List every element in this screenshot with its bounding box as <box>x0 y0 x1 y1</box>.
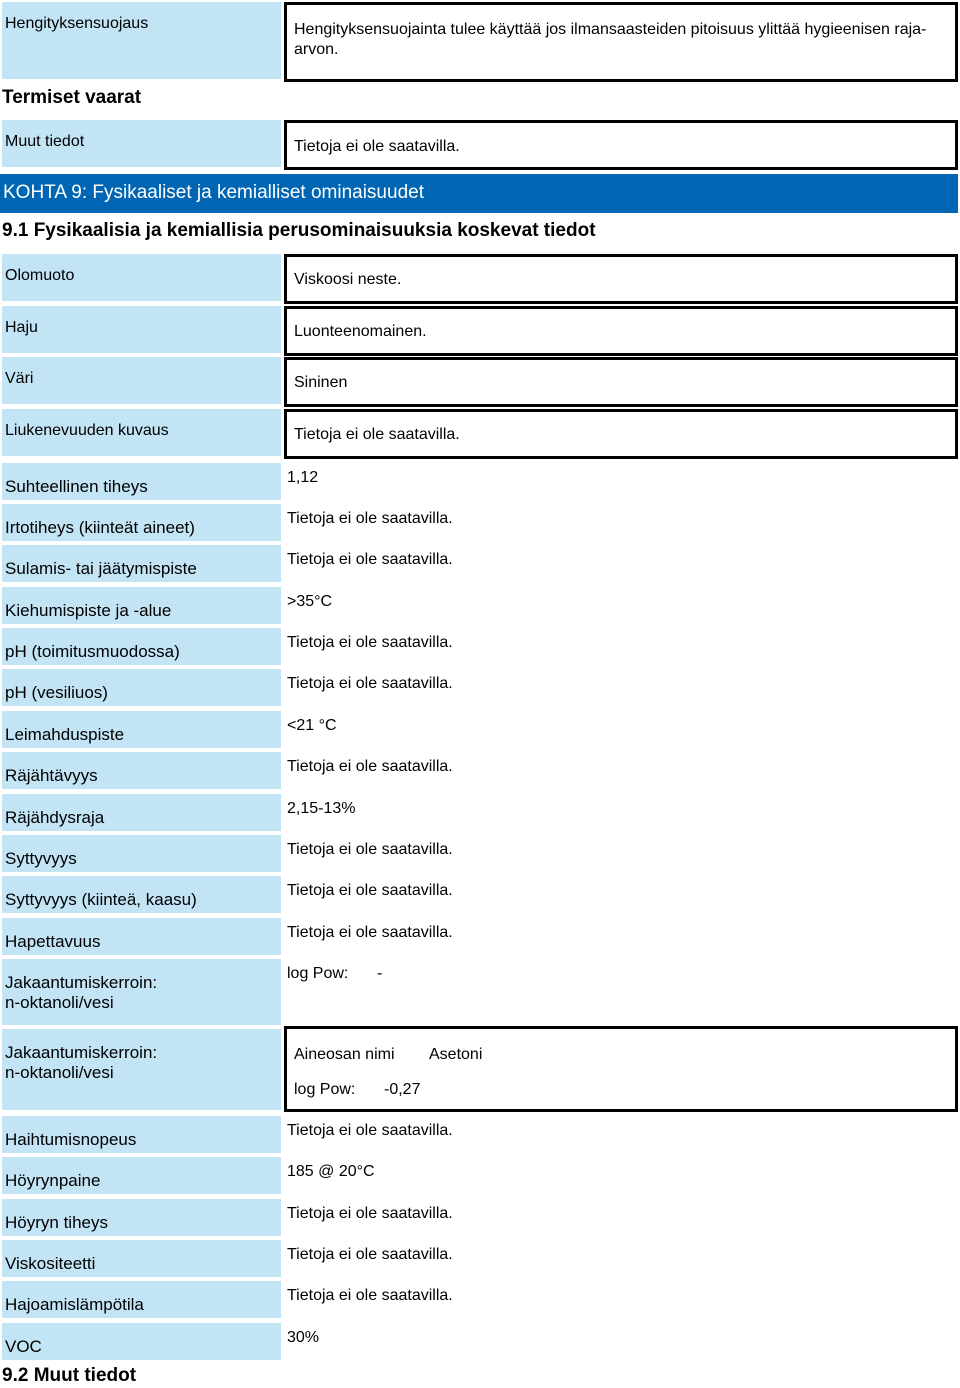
section-9-title: KOHTA 9: Fysikaaliset ja kemialliset ominaisuudet <box>0 174 958 213</box>
component-label: Aineosan nimi <box>294 1046 395 1063</box>
prop-value-ph-toimitus: Tietoja ei ole saatavilla. <box>287 634 453 651</box>
prop-value-syttyvyys: Tietoja ei ole saatavilla. <box>287 841 453 858</box>
prop-value-hoyrynpaine: 185 @ 20°C <box>287 1163 375 1180</box>
prop-label-irtotiheys: Irtotiheys (kiinteät aineet) <box>2 504 281 541</box>
prop-label-syttyvyys-kiintea: Syttyvyys (kiinteä, kaasu) <box>2 876 281 913</box>
partition-label-2-line2: n-oktanoli/vesi <box>5 1063 114 1082</box>
partition-label-2 <box>2 1029 281 1110</box>
partition-value-1 <box>287 964 382 984</box>
component-value: Asetoni <box>429 1046 483 1063</box>
partition-label-1 <box>2 959 281 1025</box>
prop-label-haju: Haju <box>2 306 281 353</box>
prop-label-haihtumisnopeus: Haihtumisnopeus <box>2 1116 281 1153</box>
prop-label-hoyryn-tiheys: Höyryn tiheys <box>2 1199 281 1236</box>
prop-value-haihtumisnopeus: Tietoja ei ole saatavilla. <box>287 1122 453 1139</box>
other-info-value: Tietoja ei ole saatavilla. <box>284 120 958 170</box>
prop-value-vari: Sininen <box>284 357 958 407</box>
prop-label-viskositeetti: Viskositeetti <box>2 1240 281 1277</box>
thermal-hazards-heading: Termiset vaarat <box>2 87 142 108</box>
section-9-1-title: 9.1 Fysikaalisia ja kemiallisia perusominaisuuksia koskevat tiedot <box>2 220 596 241</box>
prop-label-hoyrynpaine: Höyrynpaine <box>2 1157 281 1194</box>
prop-value-sulamispiste: Tietoja ei ole saatavilla. <box>287 551 453 568</box>
logpow-value-2: -0,27 <box>384 1081 421 1098</box>
logpow-value-1: - <box>377 965 383 982</box>
prop-value-ph-vesiliuos: Tietoja ei ole saatavilla. <box>287 675 453 692</box>
prop-value-hajoamislampotila: Tietoja ei ole saatavilla. <box>287 1287 453 1304</box>
prop-label-hajoamislampotila: Hajoamislämpötila <box>2 1281 281 1318</box>
section-9-2-title: 9.2 Muut tiedot <box>2 1365 137 1386</box>
partition-label-2-line1: Jakaantumiskerroin: <box>5 1043 158 1062</box>
prop-value-hoyryn-tiheys: Tietoja ei ole saatavilla. <box>287 1205 453 1222</box>
logpow-label-1: log Pow: <box>287 965 349 982</box>
partition-label-1-line1: Jakaantumiskerroin: <box>5 973 158 992</box>
prop-value-syttyvyys-kiintea: Tietoja ei ole saatavilla. <box>287 882 453 899</box>
prop-value-haju: Luonteenomainen. <box>284 306 958 356</box>
prop-label-voc: VOC <box>2 1323 281 1360</box>
prop-label-ph-toimitus: pH (toimitusmuodossa) <box>2 628 281 665</box>
prop-label-syttyvyys: Syttyvyys <box>2 835 281 872</box>
prop-label-rajahdysraja: Räjähdysraja <box>2 794 281 831</box>
prop-label-hapettavuus: Hapettavuus <box>2 918 281 955</box>
partition-value-2 <box>284 1026 958 1112</box>
prop-label-kiehumispiste: Kiehumispiste ja -alue <box>2 587 281 624</box>
other-info-label: Muut tiedot <box>2 120 281 167</box>
prop-value-irtotiheys: Tietoja ei ole saatavilla. <box>287 510 453 527</box>
prop-value-liukenevuus: Tietoja ei ole saatavilla. <box>284 409 958 459</box>
logpow-row-2 <box>294 1080 955 1100</box>
prop-label-rajahtavyys: Räjähtävyys <box>2 752 281 789</box>
prop-label-sulamispiste: Sulamis- tai jäätymispiste <box>2 545 281 582</box>
logpow-label-2: log Pow: <box>294 1081 356 1098</box>
partition-label-1-line2: n-oktanoli/vesi <box>5 993 114 1012</box>
prop-value-rajahdysraja: 2,15-13% <box>287 800 356 817</box>
prop-label-ph-vesiliuos: pH (vesiliuos) <box>2 669 281 706</box>
prop-value-voc: 30% <box>287 1329 320 1346</box>
prop-label-liukenevuus: Liukenevuuden kuvaus <box>2 409 281 456</box>
prop-label-suhteellinen-tiheys: Suhteellinen tiheys <box>2 463 281 500</box>
component-row <box>294 1045 955 1065</box>
respiratory-value: Hengityksensuojainta tulee käyttää jos ilmansaasteiden pitoisuus ylittää hygieenisen raja-arvon. <box>284 2 958 82</box>
prop-value-rajahtavyys: Tietoja ei ole saatavilla. <box>287 758 453 775</box>
prop-label-olomuoto: Olomuoto <box>2 254 281 301</box>
prop-value-leimahduspiste: <21 °C <box>287 717 337 734</box>
prop-value-hapettavuus: Tietoja ei ole saatavilla. <box>287 924 453 941</box>
respiratory-label: Hengityksensuojaus <box>2 2 281 79</box>
prop-value-olomuoto: Viskoosi neste. <box>284 254 958 304</box>
prop-value-viskositeetti: Tietoja ei ole saatavilla. <box>287 1246 453 1263</box>
prop-value-suhteellinen-tiheys: 1,12 <box>287 469 319 486</box>
prop-value-kiehumispiste: >35°C <box>287 593 333 610</box>
prop-label-leimahduspiste: Leimahduspiste <box>2 711 281 748</box>
prop-label-vari: Väri <box>2 357 281 404</box>
